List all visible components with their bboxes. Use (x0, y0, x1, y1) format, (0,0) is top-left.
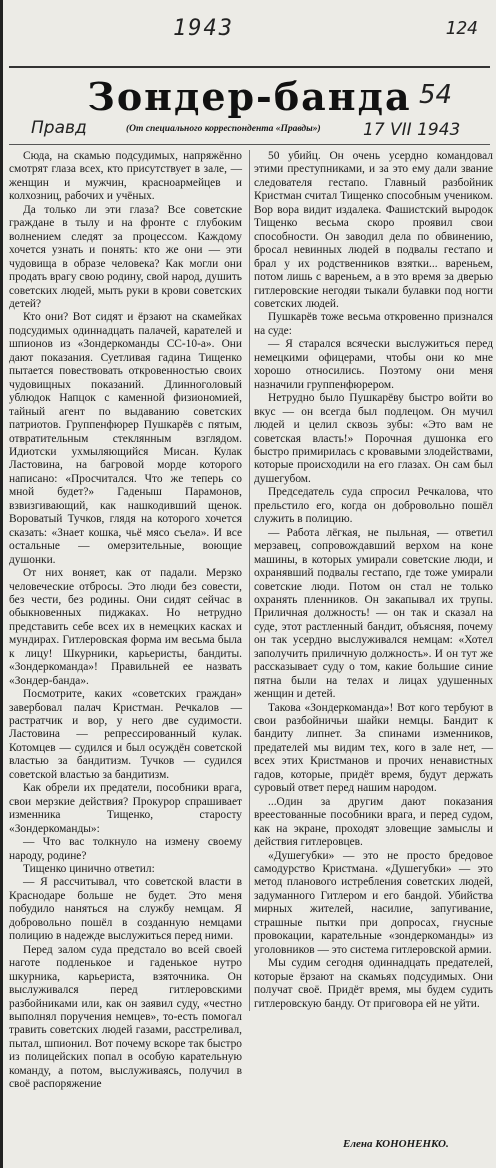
article-title: Зондер-банда (87, 74, 412, 119)
paragraph: Председатель суда спросил Речкалова, что прельстило его, когда он добровольно пошёл служить в полицию. (254, 486, 493, 526)
paragraph: От них воняет, как от падали. Мерзко человеческие отбросы. Это люди без совести, без чести, без родины. Они сидят сейчас в обыкновенных пиджаках. Но нетрудно представить себе всех их в немецких касках и мундирах. Гитлеровская форма им весьма была к лицу! Шкурники, карьеристы, бандиты. «Зондеркоманда»! Правильней ее назвать «Зондер-банда». (9, 567, 242, 687)
paragraph: Перед залом суда предстало во всей своей наготе подленькое и гаденькое нутро шкурника, карьериста, взяточника. Он выслуживался перед гитлеровскими разбойниками или, как он заявил суду, «честно выполнял поручения немцев», то-есть помогал травить советских людей газами, расстреливал, пытал, шпионил. Вот почему вскоре так быстро из полицейских попал в особую карательную команду, а потом, выслуживаясь, получил в своё распоряжение (9, 943, 242, 1091)
paragraph: — Что вас толкнуло на измену своему народу, родине? (9, 836, 242, 862)
paragraph: Как обрели их предатели, пособники врага, свои мерзкие действия? Прокурор спрашивает изменника Тищенко, старосту «Зондеркоманды»: (9, 782, 242, 835)
handwritten-source-note: Правд (31, 118, 87, 138)
paragraph: Посмотрите, каких «советских граждан» завербовал палач Кристман. Речкалов — растратчик и вор, у него две судимости. Ластовина — репрессированный кулак. Котомцев — судился и был осуждён советской властью за бандитизм. Тучков — судился советской властью за бандитизм. (9, 688, 242, 781)
byline-rule (9, 144, 490, 145)
paragraph: ...Один за другим дают показания вреестованные пособники врага, и перед судом, как на экране, проходят зловещие замыслы и действия гитлеровцев. (254, 795, 493, 849)
paragraph: — Работа лёгкая, не пыльная, — ответил мерзавец, сопровождавший верхом на коне машины, в которых умирали советские люди, и охранявший подвалы гестапо, где тоже умирали советские люди. Потом он стал не только охранять пленников. Он закапывал их трупы. Приличная должность! — он так и сказал на суде, этот растленный бандит, объясняя, почему он так усердно выслуживался немцам: «Хотел заполучить приличную должность». И он тут же рассказывает суду о том, какие большие синие пятна были на телах и лицах удушенных женщин и детей. (254, 526, 493, 701)
paragraph: — Я рассчитывал, что советской власти в Краснодаре больше не будет. Это меня побудило наняться на службу немцам. Я добровольно пошёл в созданную немцами полицию в надежде выслужиться перед ними. (9, 876, 242, 943)
right-column (249, 150, 493, 1011)
paragraph: Кто они? Вот сидят и ёрзают на скамейках подсудимых одиннадцать палачей, карателей и шпионов из «Зондеркоманды СС-10-а». Они дают показания. Суетливая гадина Тищенко пытается повествовать откровенностью своих чудовищных показаний. Длинноголовый ублюдок Напцок с каменной физиономией, тайный агент по выдаванию советских патриотов. Группенфюрер Пушкарёв с пятым, отвратительным стеклянным взглядом. Идиотски ухмыляющийся Мисан. Кулак Ластовина, на багровой морде которого написано: «Просчитался. Что же теперь со мной будет?» Гаденыш Парамонов, взвизгивающий, как нашкодивший щенок. Вороватый Тучков, глядя на которого хочется сказать: «Знает кошка, чьё мясо съела». И все остальные — омерзительные, воющие душонки. (9, 311, 242, 566)
author-signature: Елена КОНОНЕНКО. (343, 1138, 449, 1150)
paragraph: Пушкарёв тоже весьма откровенно признался на суде: (254, 311, 493, 337)
paragraph: Такова «Зондеркоманда»! Вот кого тербуют в свои разбойничьи шайки немцы. Бандит к бандиту липнет. За спинами изменников, предателей мы видим тех, кого в зале нет, — всех этих Кристманов и прочих ненавистных гадов, которые, придёт время, будут держать суровый ответ перед нашим народом. (254, 701, 493, 795)
byline: (От специального корреспондента «Правды») (126, 124, 321, 134)
handwritten-page-number: 124 (445, 18, 478, 39)
paragraph: Да только ли эти глаза? Все советские граждане в тылу и на фронте с глубоким волнением следят за процессом. Каждому хочется узнать и понять: кто же они — эти чудовища в образе человека? Как могли они продать врагу свою родину, свой народ, душить советских людей, мыть руки в крови советских детей? (9, 203, 242, 310)
paragraph: Тищенко цинично ответил: (23, 863, 155, 876)
handwritten-year: 1943 (173, 16, 234, 41)
paragraph: Сюда, на скамью подсудимых, напряжённо смотрят глаза всех, кто присутствует в зале, — женщин и мужчин, красноармейцев и колхозниц, рабочих и учёных. (9, 150, 242, 203)
paragraph: 50 убийц. Он очень усердно командовал этими преступниками, и за это ему дали звание следователя гестапо. Главный разбойник Кристман считал Тищенко способным учеником. Вор вора видит издалека. Фашистский выродок Тищенко весьма скоро проявил свои способности. Он заводил дела по обвинению, бросал невинных людей в подвалы гестапо и брал у их родственников взятки... вареньем, потом лишь с вареньем, а в это время за дверью гитлеровские негодяи тыкали булавки под ногти советских людей. (254, 150, 493, 310)
handwritten-date: 17 VII 1943 (363, 120, 461, 140)
paragraph: — Я старался всячески выслужиться перед немецкими офицерами, чтобы они ко мне хорошо относились. Поэтому они меня назначили группенфюрером. (254, 338, 493, 391)
handwritten-page-mark: 54 (419, 80, 453, 110)
paragraph: «Душегубки» — это не просто бредовое самодурство Кристмана. «Душегубки» — это метод планового истребления советских людей, задуманного Гитлером и его бандой. Убийства мирных жителей, насилие, запугивание, страшные пытки при допросах, гнусные провокации, карательные «зондеркоманды» из уголовников — это система гитлеровской армии. (254, 849, 493, 956)
byline-row (11, 118, 488, 142)
left-column (9, 150, 246, 1092)
top-rule (9, 66, 490, 68)
paragraph: Нетрудно было Пушкарёву быстро войти во вкус — он всегда был подлецом. Он мучил людей и целил сквозь зубы: «Это вам не советская власть!» Порочная душонка его быстро примирилась с кровавыми злодействами, которые происходили на его глазах. Он сам был душегубом. (254, 392, 493, 485)
paragraph: Мы судим сегодня одиннадцать предателей, которые ёрзают на скамьях подсудимых. Они получат своё. Придёт время, мы будем судить гитлеровскую банду. От приговора ей не уйти. (254, 957, 493, 1010)
